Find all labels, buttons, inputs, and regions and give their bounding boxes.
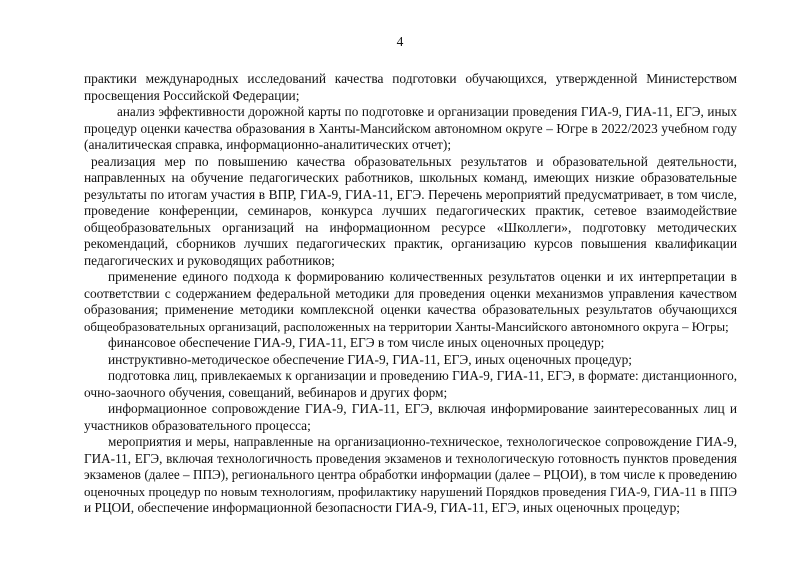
paragraph bbox=[84, 401, 737, 434]
text-line: общеобразовательных организаций, расположенных на территории Ханты-Мансийского автономного округа – Югры; bbox=[84, 319, 729, 334]
text-line: оценочных процедур по новым технологиям, профилактику нарушений Порядков проведения ГИА-9, ГИА-11 в ППЭ bbox=[84, 483, 737, 499]
paragraph bbox=[84, 269, 737, 335]
text-line: экзаменов (далее – ППЭ), регионального центра обработки информации (далее – РЦОИ), в том числе к проведению bbox=[84, 467, 737, 482]
text-line: участников образовательного процесса; bbox=[84, 417, 311, 433]
paragraph bbox=[84, 104, 737, 154]
document-body bbox=[84, 71, 737, 517]
text-line: соответствии с содержанием федеральной методики для проведения оценки механизмов управления качеством bbox=[84, 285, 737, 301]
text-line: и РЦОИ, обеспечение информационной безопасности ГИА-9, ГИА-11, ЕГЭ, иных оценочных процедур; bbox=[84, 500, 680, 515]
text-line: проведение конференции, семинаров, конкурса лучших педагогических практик, сетевое взаимодействие bbox=[84, 203, 737, 218]
text-line: подготовка лиц, привлекаемых к организации и проведению ГИА-9, ГИА-11, ЕГЭ, в формате: дистанционного, bbox=[108, 368, 737, 383]
text-line: процедур оценки качества образования в Ханты-Мансийском автономном округе – Югре в 2022/2023 учебном году bbox=[84, 120, 737, 136]
text-line: практики международных исследований качества подготовки обучающихся, утвержденной Министерством bbox=[84, 71, 737, 86]
text-line: мероприятия и меры, направленные на организационно-техническое, технологическое сопровождение ГИА-9, bbox=[108, 434, 737, 449]
text-line: рекомендаций, сборников лучших педагогических практик, организацию курсов повышения квалификации bbox=[84, 236, 737, 251]
text-line: применение единого подхода к формированию количественных результатов оценки и их интерпретации в bbox=[108, 269, 737, 284]
text-line: очно-заочного обучения, совещаний, вебинаров и других форм; bbox=[84, 384, 448, 400]
text-line: финансовое обеспечение ГИА-9, ГИА-11, ЕГЭ в том числе иных оценочных процедур; bbox=[108, 335, 605, 350]
paragraph bbox=[84, 368, 737, 401]
text-line: педагогических и руководящих работников; bbox=[84, 252, 335, 268]
paragraph bbox=[84, 71, 737, 104]
paragraph bbox=[84, 335, 737, 352]
text-line: (аналитическая справка, информационно-аналитических отчет); bbox=[84, 137, 452, 152]
text-line: результаты по итогам участия в ВПР, ГИА-9, ГИА-11, ЕГЭ. Перечень мероприятий предусматривает, в том числе, bbox=[84, 186, 737, 202]
paragraph bbox=[84, 352, 737, 369]
text-line: образования; применение методики комплексной оценки качества образовательных результатов обучающихся bbox=[84, 302, 737, 317]
text-line: информационное сопровождение ГИА-9, ГИА-11, ЕГЭ, включая информирование заинтересованных лиц и bbox=[108, 401, 737, 416]
text-line: инструктивно-методическое обеспечение ГИА-9, ГИА-11, ЕГЭ, иных оценочных процедур; bbox=[108, 351, 632, 367]
paragraph bbox=[84, 154, 737, 270]
text-line: ГИА-11, ЕГЭ, включая технологичность проведения экзаменов и технологическую готовность пунктов проведения bbox=[84, 450, 737, 466]
text-line: общеобразовательных организаций на информационном ресурсе «Школлеги», подготовку методических bbox=[84, 219, 737, 235]
text-line: реализация мер по повышению качества образовательных результатов и образовательной деятельности, bbox=[91, 153, 737, 169]
text-line: направленных на обучение педагогических работников, школьных команд, имеющих низкие образовательные bbox=[84, 170, 737, 185]
text-line: просвещения Российской Федерации; bbox=[84, 87, 300, 103]
page-number: 4 bbox=[396, 34, 404, 49]
text-line: анализ эффективности дорожной карты по подготовке и организации проведения ГИА-9, ГИА-11, ЕГЭ, иных bbox=[117, 104, 737, 119]
paragraph bbox=[84, 434, 737, 517]
